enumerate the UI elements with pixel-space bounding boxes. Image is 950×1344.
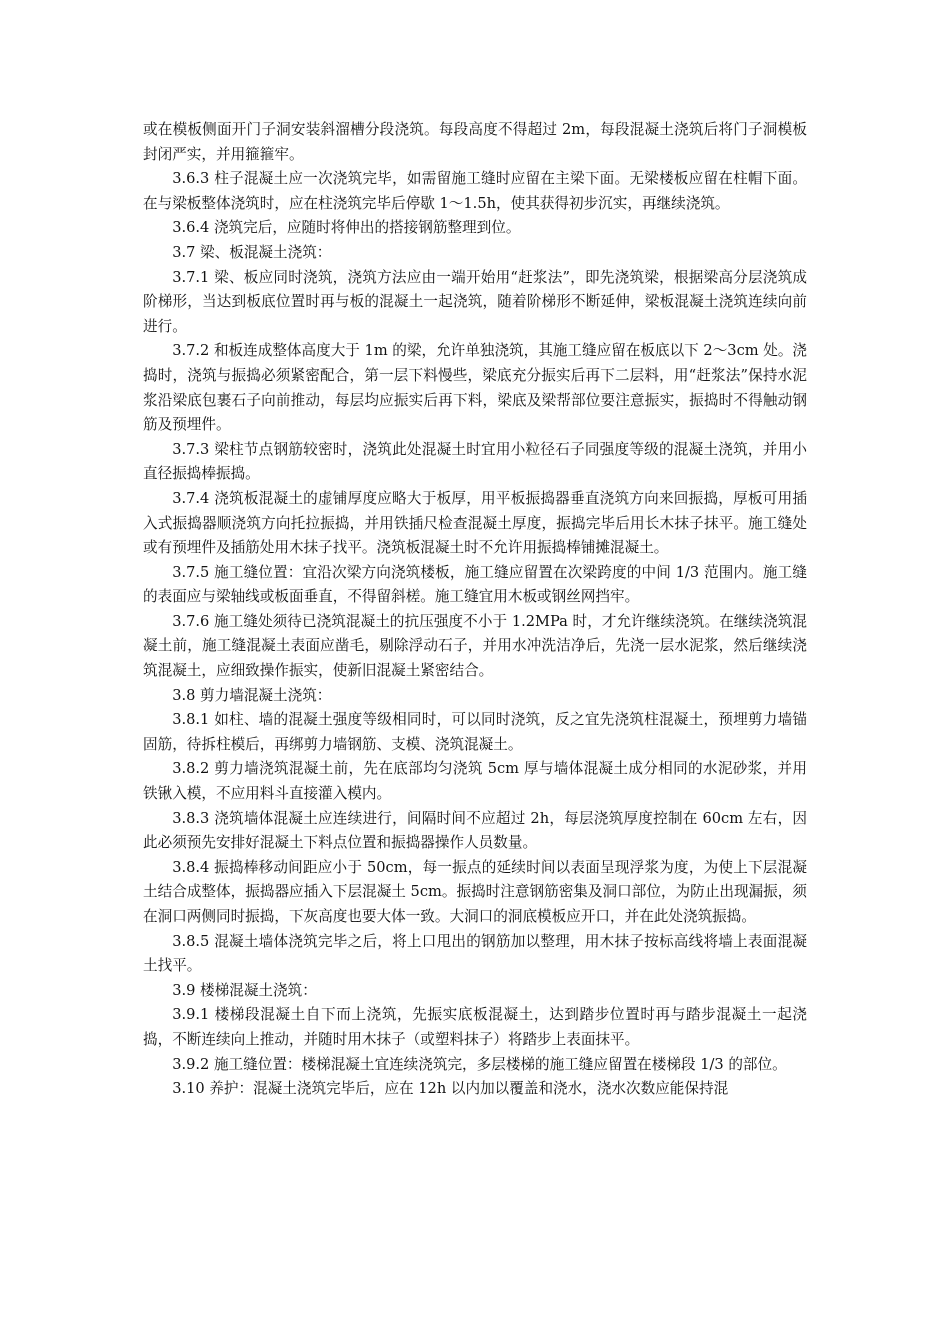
paragraph-3-7-6: 3.7.6 施工缝处须待已浇筑混凝土的抗压强度不小于 1.2MPa 时，才允许继续浇筑。在继续浇筑混凝土前，施工缝混凝土表面应凿毛，剔除浮动石子，并用水冲洗洁净后，先浇一层水泥浆，然后继续浇筑混凝土，应细致操作振实，使新旧混凝土紧密结合。 (143, 612, 807, 680)
paragraph-3-7-4: 3.7.4 浇筑板混凝土的虚铺厚度应略大于板厚，用平板振捣器垂直浇筑方向来回振捣，厚板可用插入式振捣器顺浇筑方向托拉振捣，并用铁插尺检查混凝土厚度，振捣完毕后用长木抹子抹平。施工缝处或有预埋件及插筋处用木抹子找平。浇筑板混凝土时不允许用振捣棒铺摊混凝土。 (143, 489, 807, 557)
paragraph-3-7-2: 3.7.2 和板连成整体高度大于 1m 的梁，允许单独浇筑，其施工缝应留在板底以下 2～3cm 处。浇捣时，浇筑与振捣必须紧密配合，第一层下料慢些，梁底充分振实后再下二层料，用“赶浆法”保持水泥浆沿梁底包裹石子向前推动，每层均应振实后再下料，梁底及梁帮部位要注意振实，振捣时不得触动钢筋及预埋件。 (143, 342, 808, 434)
document-body (143, 118, 807, 1102)
paragraph-3-6-4: 3.6.4 浇筑完后，应随时将伸出的搭接钢筋整理到位。 (172, 219, 521, 237)
paragraph-3-6-3: 3.6.3 柱子混凝土应一次浇筑完毕，如需留施工缝时应留在主梁下面。无梁楼板应留在柱帽下面。在与梁板整体浇筑时，应在柱浇筑完毕后停歇 1～1.5h，使其获得初步沉实，再继续浇筑。 (143, 170, 807, 212)
paragraph-3-9-2: 3.9.2 施工缝位置：楼梯混凝土宜连续浇筑完，多层楼梯的施工缝应留置在楼梯段 1/3 的部位。 (172, 1055, 787, 1073)
paragraph-3-8-2: 3.8.2 剪力墙浇筑混凝土前，先在底部均匀浇筑 5cm 厚与墙体混凝土成分相同的水泥砂浆，并用铁锹入模，不应用料斗直接灌入模内。 (143, 760, 807, 803)
section-heading-3-7: 3.7 梁、板混凝土浇筑： (172, 243, 332, 261)
paragraph-continuation: 或在模板侧面开门子洞安装斜溜槽分段浇筑。每段高度不得超过 2m，每段混凝土浇筑后将门子洞模板封闭严实，并用箍箍牢。 (143, 121, 807, 163)
paragraph-3-7-5: 3.7.5 施工缝位置：宜沿次梁方向浇筑楼板，施工缝应留置在次梁跨度的中间 1/3 范围内。施工缝的表面应与梁轴线或板面垂直，不得留斜槎。施工缝宜用木板或钢丝网挡牢。 (143, 563, 807, 606)
paragraph-3-8-3: 3.8.3 浇筑墙体混凝土应连续进行，间隔时间不应超过 2h，每层浇筑厚度控制在 60cm 左右，因此必须预先安排好混凝土下料点位置和振捣器操作人员数量。 (143, 809, 807, 852)
paragraph-3-7-3: 3.7.3 梁柱节点钢筋较密时，浇筑此处混凝土时宜用小粒径石子同强度等级的混凝土浇筑，并用小直径振捣棒振捣。 (143, 440, 807, 483)
paragraph-3-8-5: 3.8.5 混凝土墙体浇筑完毕之后，将上口甩出的钢筋加以整理，用木抹子按标高线将墙上表面混凝土找平。 (143, 932, 807, 975)
paragraph-3-8-4: 3.8.4 振捣棒移动间距应小于 50cm，每一振点的延续时间以表面呈现浮浆为度，为使上下层混凝土结合成整体，振捣器应插入下层混凝土 5cm。振捣时注意钢筋密集及洞口部位，为防止出现漏振，须在洞口两侧同时振捣，下灰高度也要大体一致。大洞口的洞底模板应开口，并在此处浇筑振捣。 (143, 858, 807, 925)
paragraph-3-10: 3.10 养护：混凝土浇筑完毕后，应在 12h 以内加以覆盖和浇水，浇水次数应能保持混 (172, 1080, 729, 1098)
section-heading-3-8: 3.8 剪力墙混凝土浇筑： (172, 686, 332, 704)
section-heading-3-9: 3.9 楼梯混凝土浇筑： (172, 981, 317, 999)
paragraph-3-9-1: 3.9.1 楼梯段混凝土自下而上浇筑，先振实底板混凝土，达到踏步位置时再与踏步混凝土一起浇捣，不断连续向上推动，并随时用木抹子（或塑料抹子）将踏步上表面抹平。 (143, 1006, 807, 1048)
paragraph-3-8-1: 3.8.1 如柱、墙的混凝土强度等级相同时，可以同时浇筑，反之宜先浇筑柱混凝土，预埋剪力墙锚固筋，待拆柱模后，再绑剪力墙钢筋、支模、浇筑混凝土。 (143, 711, 807, 753)
paragraph-3-7-1: 3.7.1 梁、板应同时浇筑，浇筑方法应由一端开始用“赶浆法”，即先浇筑梁，根据梁高分层浇筑成阶梯形，当达到板底位置时再与板的混凝土一起浇筑，随着阶梯形不断延伸，梁板混凝土浇筑连续向前进行。 (143, 268, 807, 335)
